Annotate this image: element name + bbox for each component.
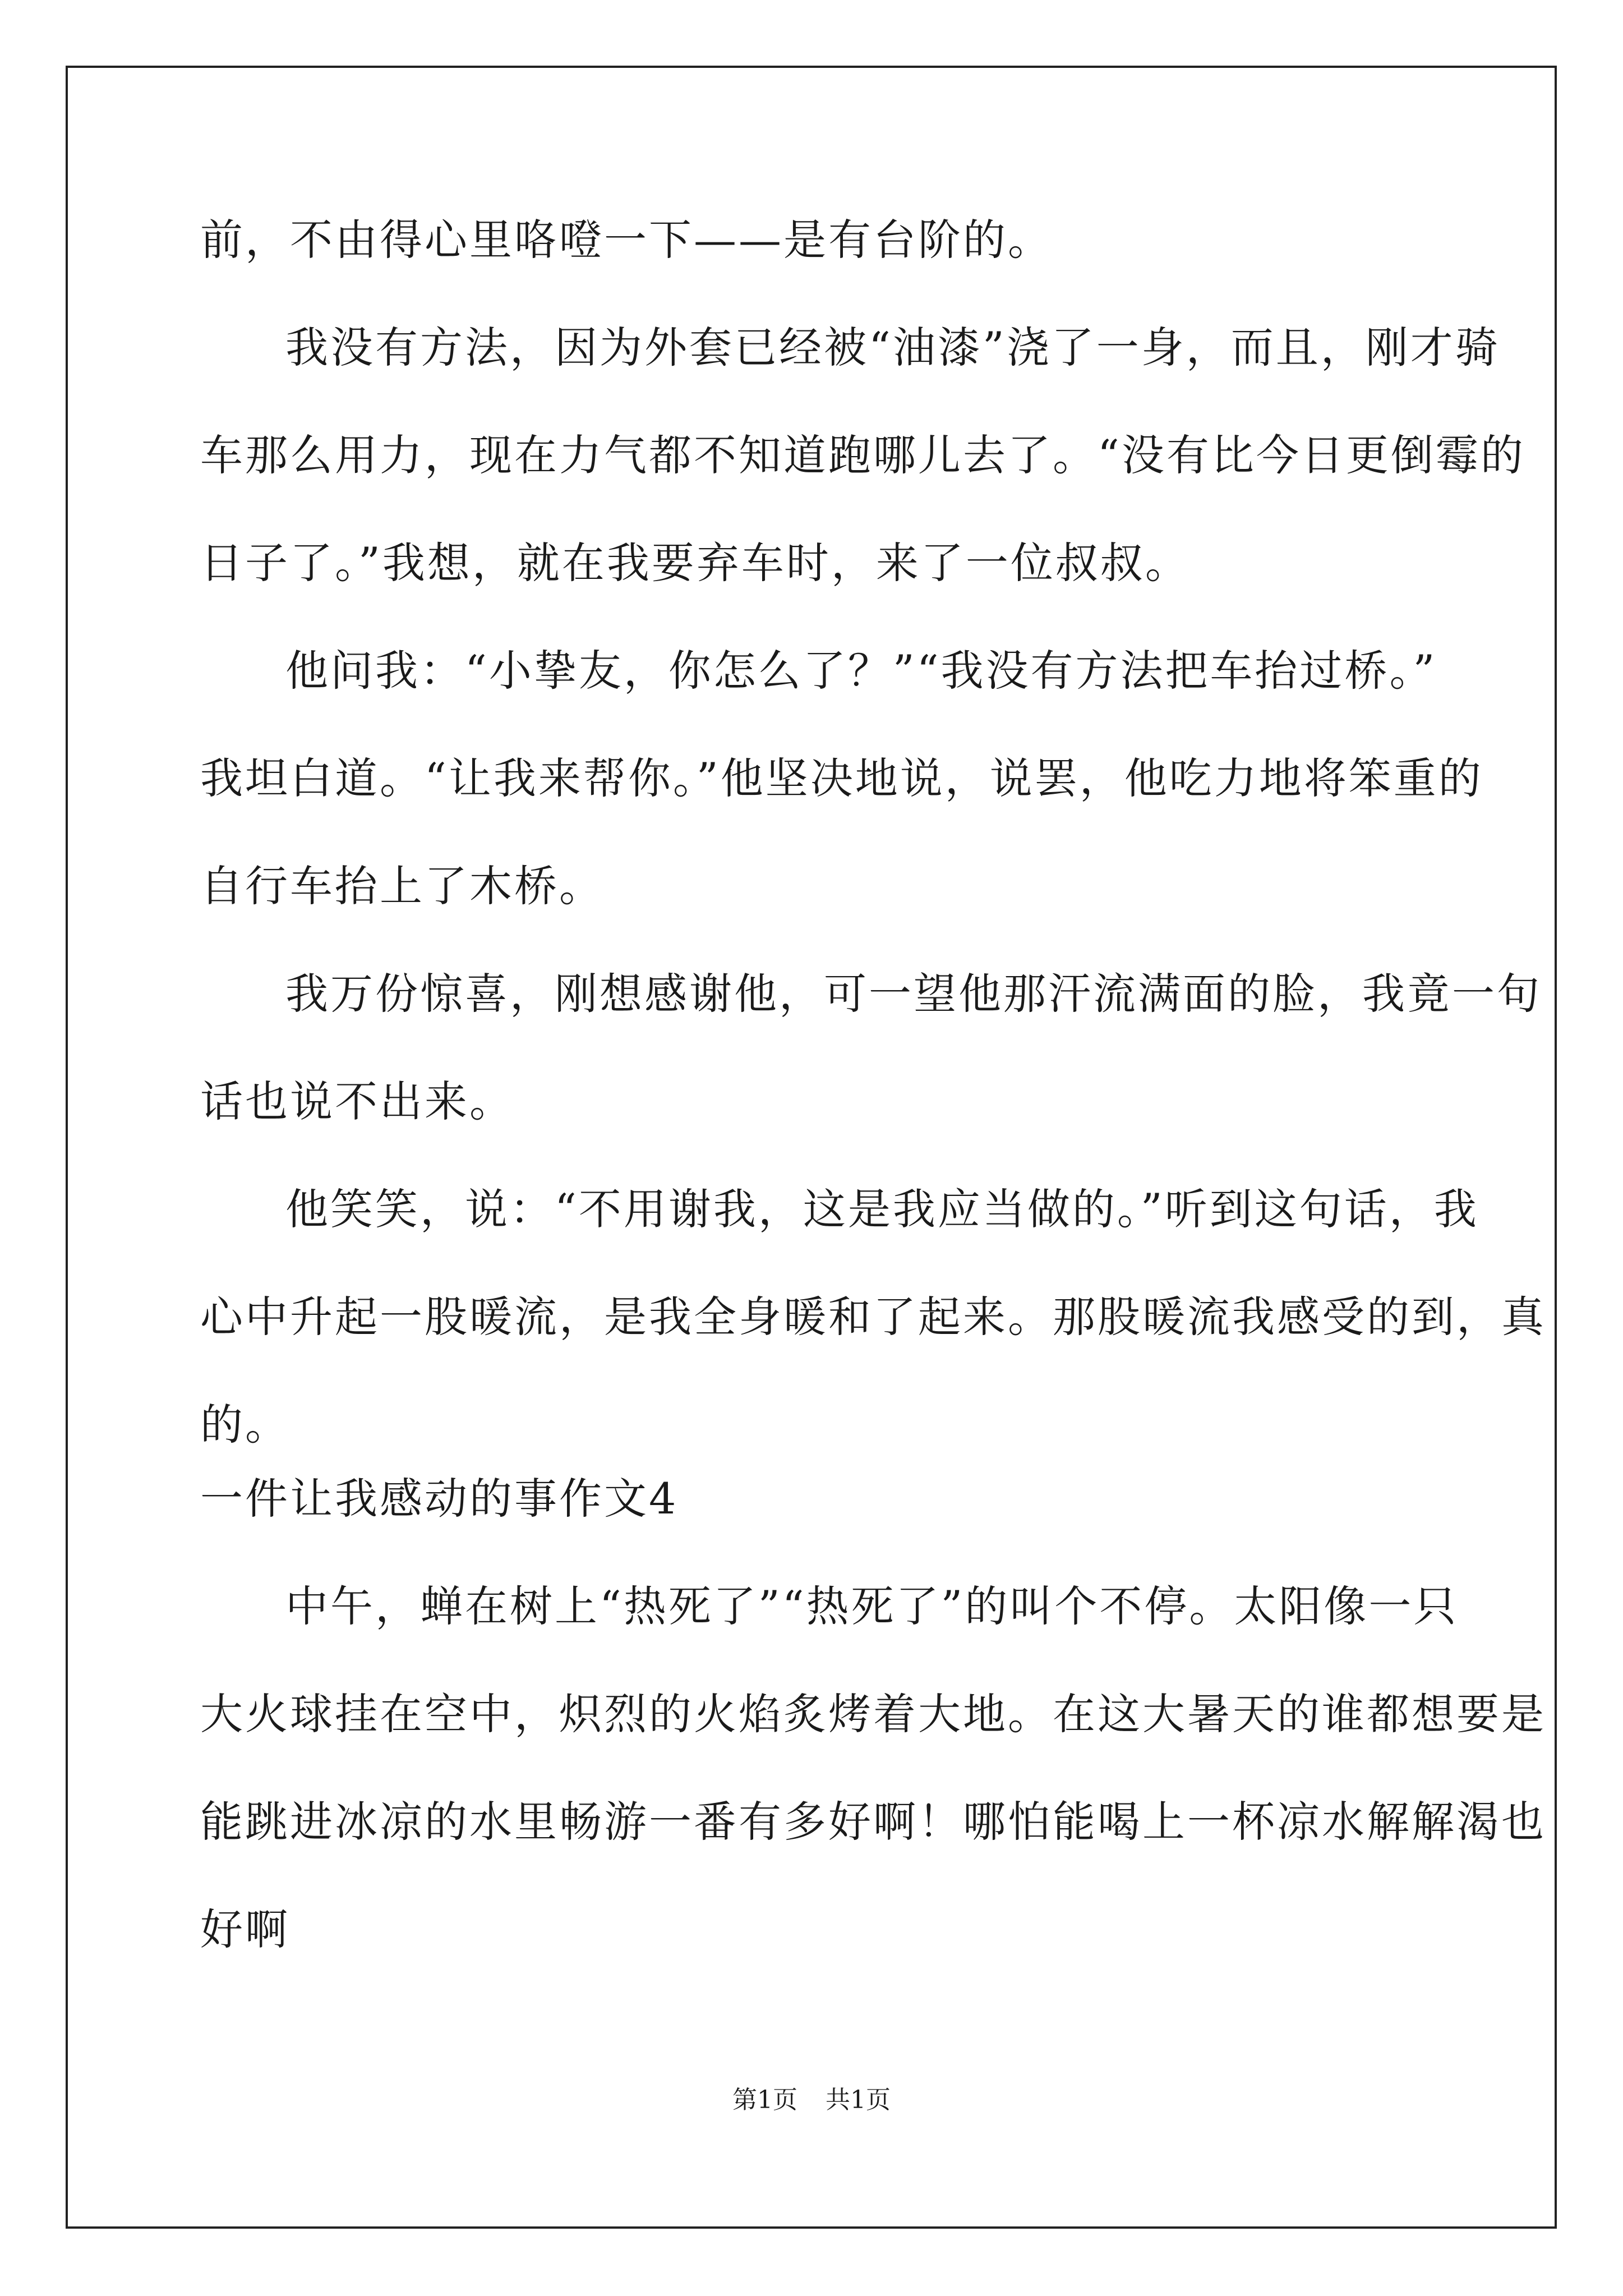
text-line: 心中升起一股暖流，是我全身暖和了起来。那股暖流我感受的到，真 xyxy=(200,1292,1546,1342)
text-line: 中午，蝉在树上“热死了”“热死了”的叫个不停。太阳像一只 xyxy=(285,1581,1459,1631)
line-spacer xyxy=(200,806,1434,859)
line-spacer xyxy=(200,375,1434,429)
page-number: 第1页 xyxy=(732,2086,797,2114)
line-spacer xyxy=(200,590,1434,644)
text-line: 我坦白道。“让我来帮你。”他坚决地说，说罢，他吃力地将笨重的 xyxy=(200,753,1483,803)
text-line: 日子了。”我想，就在我要弃车时，来了一位叔叔。 xyxy=(200,538,1190,588)
page-total: 共1页 xyxy=(826,2086,891,2114)
text-line: 车那么用力，现在力气都不知道跑哪儿去了。“没有比今日更倒霉的 xyxy=(200,430,1525,480)
text-line: 大火球挂在空中，炽烈的火焰炙烤着大地。在这大暑天的谁都想要是 xyxy=(200,1689,1546,1739)
text-line: 的。 xyxy=(200,1400,290,1450)
text-line: 他问我：“小挚友，你怎么了？”“我没有方法把车抬过桥。” xyxy=(285,646,1437,696)
text-line: 好啊 xyxy=(200,1904,290,1954)
text-line: 我万份惊喜，刚想感谢他，可一望他那汗流满面的脸，我竟一句 xyxy=(285,969,1542,1019)
document-body xyxy=(200,213,1546,1957)
line-spacer xyxy=(200,1452,1434,1472)
line-spacer xyxy=(200,1344,1434,1398)
line-spacer xyxy=(200,482,1434,536)
text-line: 我没有方法，因为外套已经被“油漆”浇了一身，而且，刚才骑 xyxy=(285,323,1500,372)
text-line: 他笑笑，说：“不用谢我，这是我应当做的。”听到这句话，我 xyxy=(285,1184,1479,1234)
line-spacer xyxy=(200,1526,1434,1580)
page-footer xyxy=(0,2085,1623,2116)
line-spacer xyxy=(200,1129,1434,1182)
line-spacer xyxy=(200,1634,1434,1687)
line-spacer xyxy=(200,267,1434,321)
line-spacer xyxy=(200,698,1434,752)
section-heading: 一件让我感动的事作文4 xyxy=(200,1474,679,1524)
line-spacer xyxy=(200,913,1434,967)
text-line: 自行车抬上了木桥。 xyxy=(200,861,604,911)
line-spacer xyxy=(200,1236,1434,1290)
text-line: 前，不由得心里咯噔一下——是有台阶的。 xyxy=(200,215,1053,265)
text-line: 话也说不出来。 xyxy=(200,1076,514,1126)
line-spacer xyxy=(200,1021,1434,1075)
line-spacer xyxy=(200,1849,1434,1903)
line-spacer xyxy=(200,1741,1434,1795)
text-line: 能跳进冰凉的水里畅游一番有多好啊！哪怕能喝上一杯凉水解解渴也 xyxy=(200,1797,1546,1847)
